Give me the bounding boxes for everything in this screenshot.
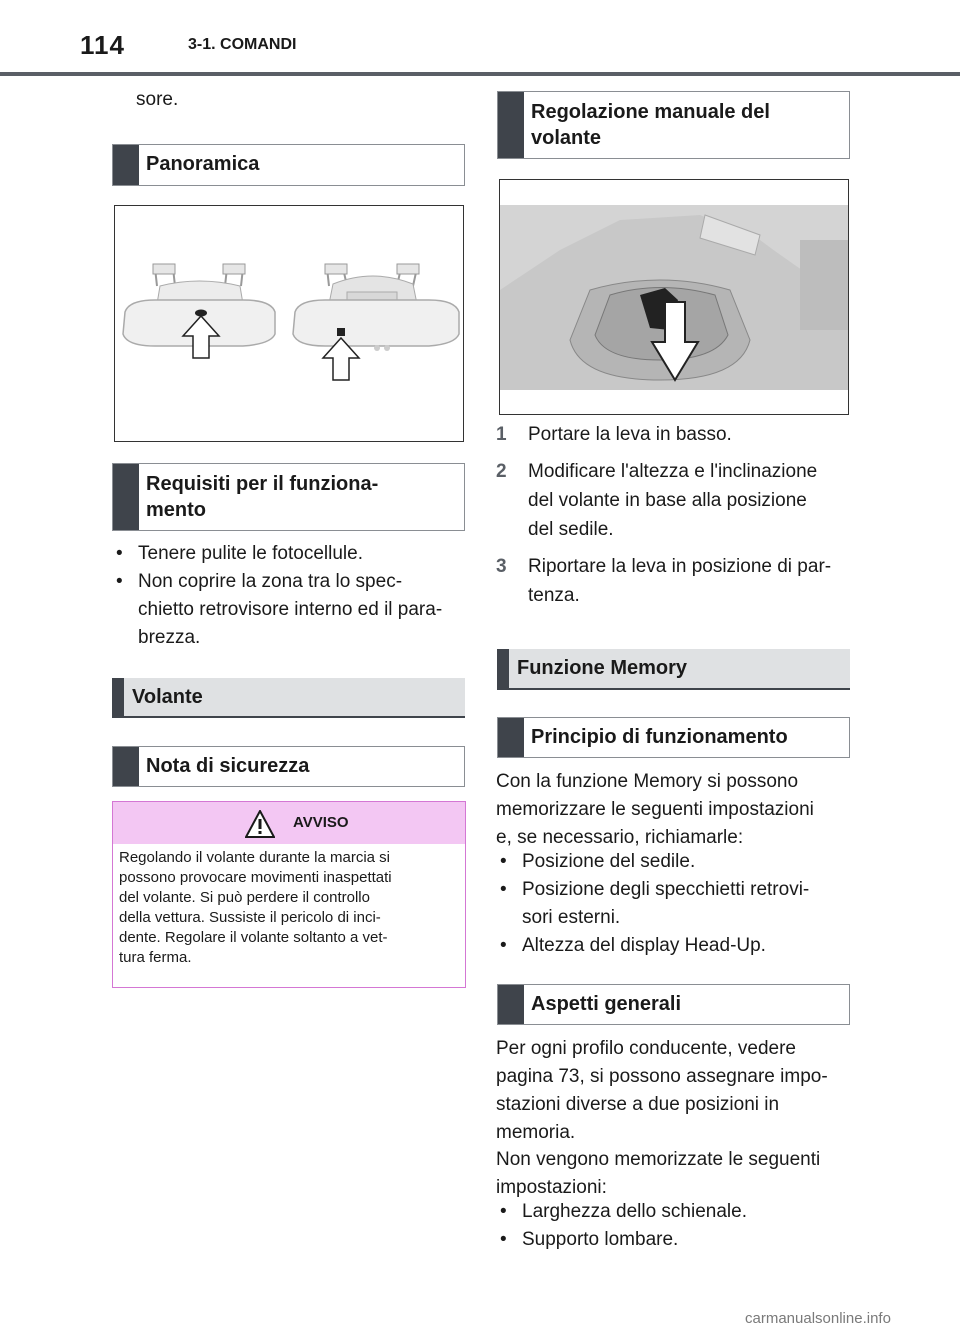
section-marker — [498, 985, 524, 1024]
section-marker — [113, 145, 139, 185]
warning-box — [112, 801, 466, 988]
steering-lever-photo — [499, 179, 849, 415]
list-item: • Tenere pulite le fotocellule. — [112, 540, 472, 568]
list-item: • Non coprire la zona tra lo spec- chietto retrovisore interno ed il para- brezza. — [112, 568, 472, 652]
section-marker — [498, 718, 524, 757]
not-stored-paragraph: Non vengono memorizzate le seguenti impostazioni: — [496, 1149, 821, 1198]
warning-header — [113, 802, 465, 844]
section-title: Aspetti generali — [531, 993, 682, 1015]
warning-text: Regolando il volante durante la marcia si possono provocare movimenti inaspettati del volante. Si può perdere il controllo della vettura. Sussiste il pericolo di inci- dente. Regolare il volante soltanto a vet- tura ferma. — [119, 849, 392, 966]
list-item: • Altezza del display Head-Up. — [496, 932, 866, 960]
list-item: • Supporto lombare. — [496, 1226, 866, 1254]
warning-title: AVVISO — [293, 814, 349, 831]
section-regolazione — [497, 91, 850, 159]
section-title: Panoramica — [146, 153, 260, 175]
section-marker — [112, 678, 124, 716]
watermark: carmanualsonline.info — [745, 1310, 891, 1327]
section-requisiti — [112, 463, 465, 531]
profile-paragraph: Per ogni profilo conducente, vedere pagina 73, si possono assegnare impo- stazioni diverse a due posizioni in memoria. — [496, 1038, 828, 1143]
section-nota — [112, 746, 465, 787]
steering-column-drawing — [500, 180, 848, 414]
step-text: Riportare la leva in posizione di par- tenza. — [528, 556, 832, 606]
step-number: 1 — [496, 424, 507, 445]
intro-fragment: sore. — [136, 89, 179, 110]
memory-intro: Con la funzione Memory si possono memorizzare le seguenti impostazioni e, se necessario, richiamarle: — [496, 771, 814, 848]
section-marker — [497, 649, 509, 688]
memory-list — [496, 848, 866, 960]
section-marker — [498, 92, 524, 158]
section-title: Funzione Memory — [517, 657, 688, 679]
step-number: 3 — [496, 556, 507, 577]
section-title: Nota di sicurezza — [146, 755, 310, 777]
header-divider — [0, 72, 960, 76]
section-marker — [113, 747, 139, 786]
section-principio — [497, 717, 850, 758]
list-item: • Posizione del sedile. — [496, 848, 866, 876]
warning-triangle-icon — [245, 810, 275, 838]
list-item: • Larghezza dello schienale. — [496, 1198, 866, 1226]
section-marker — [113, 464, 139, 530]
section-title: Volante — [132, 686, 203, 708]
section-volante — [112, 678, 465, 718]
section-panoramica — [112, 144, 465, 186]
step-item — [496, 457, 866, 544]
step-number: 2 — [496, 461, 507, 482]
steps-list — [496, 420, 866, 610]
step-item — [496, 420, 866, 449]
section-memory — [497, 649, 850, 690]
requirements-list — [112, 540, 472, 652]
mirror-illustration — [114, 205, 464, 442]
step-item — [496, 552, 866, 610]
step-text: Portare la leva in basso. — [528, 424, 732, 445]
page-number: 114 — [80, 30, 125, 60]
mirror-drawing — [115, 206, 463, 441]
section-title: Regolazione manuale del volante — [531, 101, 770, 149]
list-item: • Posizione degli specchietti retrovi- sori esterni. — [496, 876, 866, 932]
section-title: Principio di funzionamento — [531, 726, 788, 748]
not-stored-list — [496, 1198, 866, 1254]
section-aspetti — [497, 984, 850, 1025]
step-text: Modificare l'altezza e l'inclinazione del volante in base alla posizione del sedile. — [528, 461, 818, 540]
section-title: Requisiti per il funziona- mento — [146, 473, 379, 521]
chapter-title: 3-1. COMANDI — [188, 36, 297, 53]
